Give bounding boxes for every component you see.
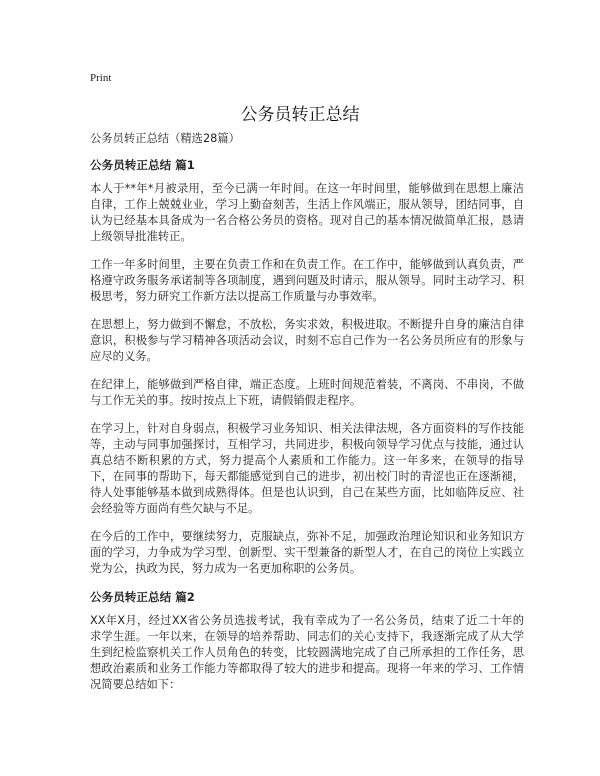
section-heading: 公务员转正总结 篇2 (90, 590, 195, 604)
paragraph: 在今后的工作中，要继续努力，克服缺点，弥补不足，加强政治理论知识和业务知识方面的学习，力争成为学习型、创新型、实干型兼备的新型人才，在自己的岗位上实践立党为公，执政为民，努力成为一名更加称职的公务员。 (90, 530, 524, 575)
paragraph: 本人于**年*月被录用，至今已满一年时间。在这一年时间里，能够做到在思想上廉洁自律，工作上兢兢业业，学习上勤奋刻苦，生活上作风端正，服从领导，团结同事，自认为已经基本具备成为一名合格公务员的资格。现对自己的基本情况做简单汇报，恳请上级领导批准转正。 (90, 182, 524, 243)
paragraph: 在思想上，努力做到不懈怠，不放松，务实求效，积极进取。不断提升自身的廉洁自律意识，积极参与学习精神各项活动会议，时刻不忘自己作为一名公务员所应有的形象与应尽的义务。 (90, 318, 524, 363)
document-body (90, 131, 524, 705)
paragraph: 在纪律上，能够做到严格自律，端正态度。上班时间规范着装，不离岗、不串岗，不做与工作无关的事。按时按点上下班，请假销假走程序。 (90, 378, 524, 407)
paragraph: 在学习上，针对自身弱点，积极学习业务知识、相关法律法规，各方面资料的写作技能等，主动与同事加强探讨，互相学习，共同进步，积极向领导学习优点与技能，通过认真总结不断积累的方式，努力提高个人素质和工作能力。这一年多来，在领导的指导下，在同事的帮助下，每天都能感觉到自己的进步，初出校门时的青涩也正在逐渐褪，待人处事能够基本做到成熟得体。但是也认识到，自己在某些方面，比如临阵反应、社会经验等方面尚有些欠缺与不足。 (90, 422, 524, 515)
paragraph: XX年X月，经过XX省公务员选拔考试，我有幸成为了一名公务员，结束了近二十年的求学生涯。一年以来，在领导的培养帮助、同志们的关心支持下，我逐渐完成了从大学生到纪检监察机关工作人员角色的转变，比较圆满地完成了自己所承担的工作任务，思想政治素质和业务工作能力等都取得了较大的进步和提高。现将一年来的学习、工作情况简要总结如下： (90, 614, 524, 691)
document-title: 公务员转正总结 (240, 105, 360, 125)
document-subtitle: 公务员转正总结（精选28篇） (90, 132, 240, 145)
section-2 (90, 589, 524, 693)
paragraph: 工作一年多时间里，主要在负责工作和在负责工作。在工作中，能够做到认真负责，严格遵守政务服务承诺制等各项制度，遇到问题及时请示，服从领导。同时主动学习、积极思考，努力研究工作新方法以提高工作质量与办事效率。 (90, 258, 524, 303)
section-1 (90, 157, 524, 577)
print-link[interactable]: Print (90, 72, 112, 84)
section-heading: 公务员转正总结 篇1 (90, 158, 195, 172)
